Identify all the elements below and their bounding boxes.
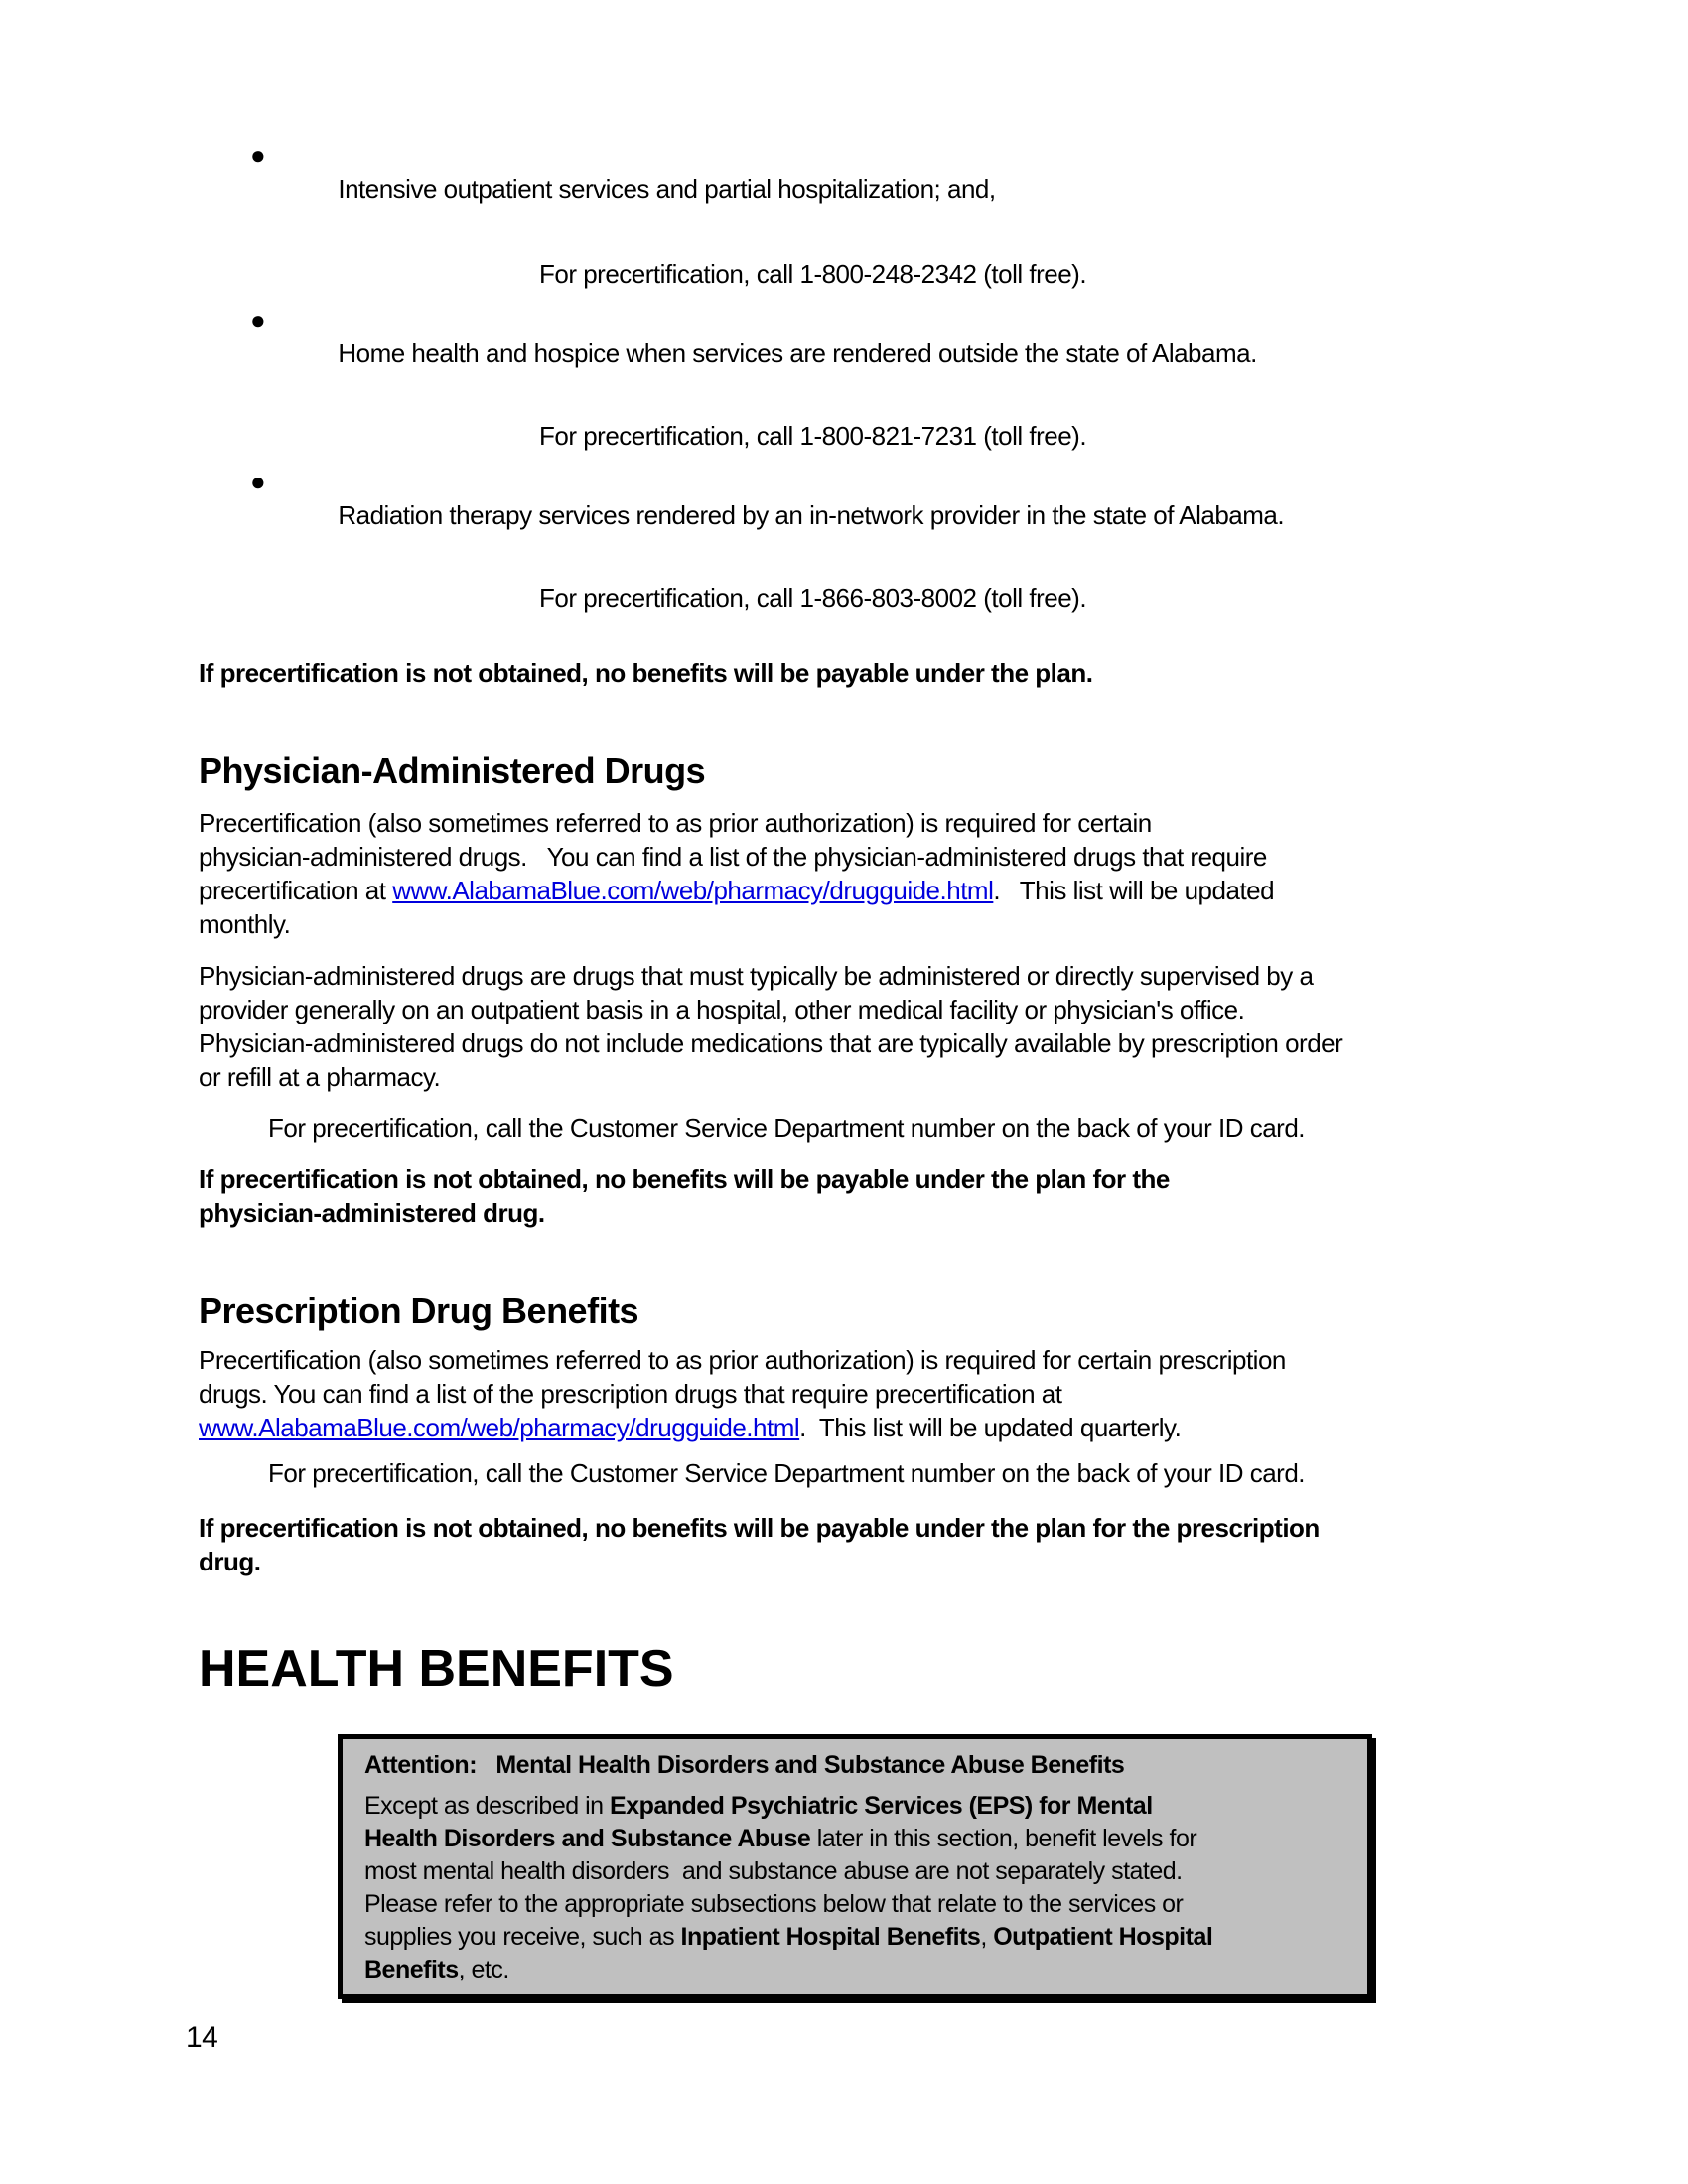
precert-phone-line-3: For precertification, call 1-866-803-8002 (toll free).	[539, 583, 1087, 613]
paragraph-line: Precertification (also sometimes referred to as prior authorization) is required for certain	[199, 808, 1152, 838]
paragraph-line: drugs. You can find a list of the prescription drugs that require precertification at	[199, 1379, 1062, 1409]
bullet-text: Intensive outpatient services and partial hospitalization; and,	[338, 174, 996, 204]
attention-box-line: Please refer to the appropriate subsections below that relate to the services or	[364, 1890, 1184, 1918]
attention-box-line	[364, 1954, 1347, 1986]
precert-phone-line-2: For precertification, call 1-800-821-7231 (toll free).	[539, 421, 1087, 451]
section-heading-prescription-drug-benefits: Prescription Drug Benefits	[199, 1291, 639, 1331]
box-text-bold: Inpatient Hospital Benefits	[680, 1923, 981, 1951]
attention-box-title: Attention: Mental Health Disorders and Substance Abuse Benefits	[364, 1751, 1125, 1779]
attention-box	[338, 1734, 1372, 1999]
paragraph-line: monthly.	[199, 909, 291, 939]
paragraph-line	[199, 874, 1489, 907]
no-precert-warning: If precertification is not obtained, no benefits will be payable under the plan.	[199, 658, 1093, 688]
warning-line: If precertification is not obtained, no benefits will be payable under the plan for the prescription	[199, 1513, 1320, 1543]
warning-line: drug.	[199, 1547, 261, 1576]
warning-line: If precertification is not obtained, no benefits will be payable under the plan for the	[199, 1164, 1170, 1194]
attention-box-line: most mental health disorders and substance abuse are not separately stated.	[364, 1857, 1183, 1885]
box-text: , etc.	[458, 1956, 509, 1983]
paragraph-line: Physician-administered drugs do not include medications that are typically available by prescription order	[199, 1028, 1343, 1058]
prescription-drugs-warning	[199, 1511, 1489, 1578]
bullet-item-home-health-hospice	[199, 303, 1489, 404]
paragraph-text: precertification at	[199, 876, 393, 905]
bullet-icon: ●	[250, 140, 266, 170]
paragraph-line: Physician-administered drugs are drugs that must typically be administered or directly supervised by a	[199, 961, 1314, 991]
paragraph-line: provider generally on an outpatient basis in a hospital, other medical facility or physician's office.	[199, 995, 1245, 1024]
box-text-bold: Benefits	[364, 1956, 459, 1983]
page-title-health-benefits: HEALTH BENEFITS	[199, 1640, 674, 1698]
box-text: ,	[980, 1923, 994, 1951]
bullet-item-radiation-therapy	[199, 465, 1489, 566]
page-number: 14	[186, 2021, 218, 2054]
paragraph-line: Precertification (also sometimes referred to as prior authorization) is required for certain prescription	[199, 1345, 1286, 1375]
drugguide-link[interactable]: www.AlabamaBlue.com/web/pharmacy/drugguide.html	[392, 876, 994, 905]
box-text-bold: Health Disorders and Substance Abuse	[364, 1825, 811, 1852]
box-text-bold: Expanded Psychiatric Services (EPS) for Mental	[609, 1792, 1153, 1820]
drugguide-link[interactable]: www.AlabamaBlue.com/web/pharmacy/drugguide.html	[199, 1413, 800, 1442]
document-content	[199, 0, 1489, 1999]
bullet-item-intensive-outpatient	[199, 138, 1489, 239]
box-text: later in this section, benefit levels for	[810, 1825, 1197, 1852]
paragraph-text: . This list will be updated	[993, 876, 1275, 905]
attention-box-line	[364, 1921, 1347, 1954]
bullet-text: Home health and hospice when services are rendered outside the state of Alabama.	[338, 339, 1257, 368]
bullet-text: Radiation therapy services rendered by an in-network provider in the state of Alabama.	[338, 500, 1285, 530]
box-text: supplies you receive, such as	[364, 1923, 681, 1951]
precert-phone-line-1: For precertification, call 1-800-248-2342 (toll free).	[539, 259, 1087, 289]
attention-box-line	[364, 1823, 1347, 1855]
paragraph-line: or refill at a pharmacy.	[199, 1062, 441, 1092]
box-text-bold: Outpatient Hospital	[993, 1923, 1213, 1951]
section-heading-physician-administered-drugs: Physician-Administered Drugs	[199, 751, 706, 791]
attention-box-line	[364, 1790, 1347, 1823]
physician-drugs-paragraph-1	[199, 806, 1489, 941]
paragraph-line: physician-administered drugs. You can find a list of the physician-administered drugs that require	[199, 842, 1267, 872]
prescription-drugs-paragraph	[199, 1343, 1489, 1444]
paragraph-text: . This list will be updated quarterly.	[799, 1413, 1182, 1442]
physician-drugs-paragraph-2	[199, 959, 1489, 1094]
bullet-icon: ●	[250, 467, 266, 496]
box-text: Except as described in	[364, 1792, 610, 1820]
paragraph-line	[199, 1411, 1489, 1444]
bullet-icon: ●	[250, 305, 266, 335]
warning-line: physician-administered drug.	[199, 1198, 545, 1228]
prescription-drugs-precert-note: For precertification, call the Customer Service Department number on the back of your ID card.	[268, 1458, 1306, 1488]
physician-drugs-precert-note: For precertification, call the Customer Service Department number on the back of your ID card.	[268, 1113, 1306, 1143]
physician-drugs-warning	[199, 1162, 1489, 1230]
